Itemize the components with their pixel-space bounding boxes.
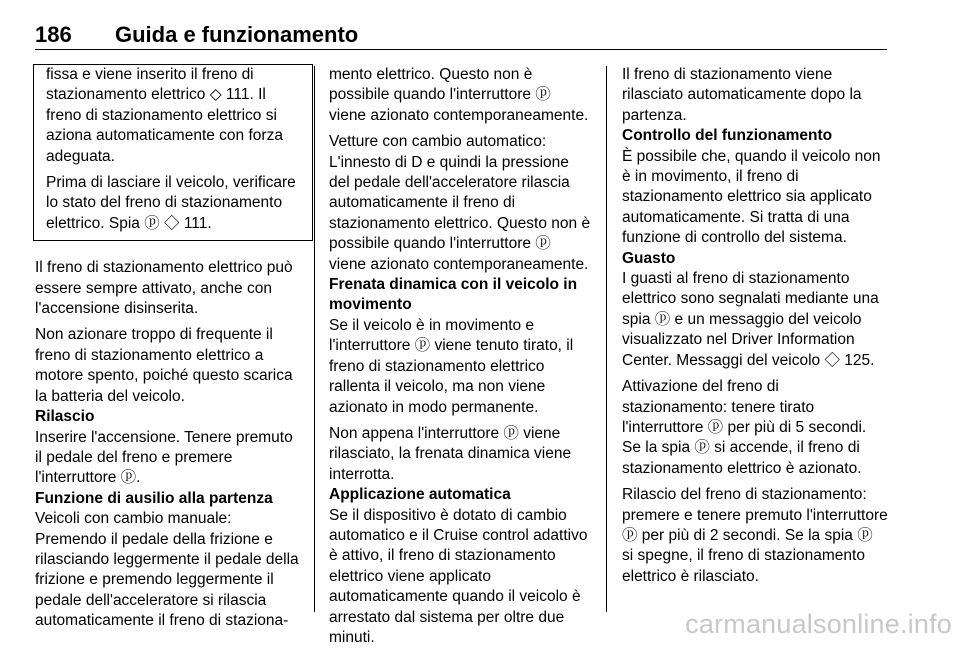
page-title: Guida e funzionamento — [115, 22, 359, 47]
paragraph: Il freno di stazionamento elettrico può essere sempre attivato, anche con l'accensione disinserita. — [35, 259, 293, 318]
header-rule — [35, 49, 887, 50]
column-1 — [35, 65, 301, 632]
paragraph: È possibile che, quando il veicolo non è in movimento, il freno di stazionamento elettrico sia applicato automaticamente. Si tratta di una funzione di controllo del sistema. — [622, 147, 881, 247]
section-heading-guasto: Guasto — [622, 249, 676, 267]
paragraph: Non azionare troppo di frequente il freno di stazionamento elettrico a motore spento, poiché questo scarica la batteria del veicolo. — [35, 326, 293, 405]
section-heading-applicazione-automatica: Applicazione automatica — [329, 486, 511, 504]
paragraph: Veicoli con cambio manuale: Premendo il pedale della frizione e rilasciando leggermente il pedale della frizione e premendo leggermente il pedale dell'acceleratore si rilascia automaticamente il freno di staziona- — [35, 510, 299, 630]
paragraph: mento elettrico. Questo non è possibile quando l'interruttore ⓟ viene azionato contemporaneamente. — [329, 66, 589, 124]
column-2 — [329, 65, 591, 648]
page-header — [35, 0, 887, 50]
note-box — [33, 64, 313, 241]
paragraph: Rilascio del freno di stazionamento: premere e tenere premuto l'interruttore ⓟ per più di 2 secondi. Se la spia ⓟ si spegne, il freno di stazionamento elettrico è rilasciato. — [622, 486, 888, 585]
paragraph: Non appena l'interruttore ⓟ viene rilasciato, la frenata dinamica viene interrotta. — [329, 424, 572, 483]
paragraph: Inserire l'accensione. Tenere premuto il pedale del freno e premere l'interruttore ⓟ. — [35, 428, 293, 487]
note-paragraph-1: fissa e viene inserito il freno di stazionamento elettrico ◇ 111. Il freno di stazionamento elettrico si aziona automaticamente con forza adeguata. — [46, 66, 283, 165]
column-divider-1 — [314, 66, 315, 612]
section-heading-frenata-dinamica: Frenata dinamica con il veicolo in movimento — [329, 276, 578, 314]
paragraph: Vetture con cambio automatico: L'innesto di D e quindi la pressione del pedale dell'acceleratore rilascia automaticamente il freno di stazionamento elettrico. Questo non è possibile quando l'interruttore ⓟ viene azionato contemporaneamente. — [329, 133, 591, 273]
section-heading-ausilio-partenza: Funzione di ausilio alla partenza — [35, 489, 273, 507]
column-divider-2 — [606, 66, 607, 612]
paragraph: Se il dispositivo è dotato di cambio automatico e il Cruise control adattivo è attivo, il freno di stazionamento elettrico viene applicato automaticamente quando il veicolo è arrestato dal sistema per oltre due minuti. — [329, 506, 588, 646]
paragraph: Se il veicolo è in movimento e l'interruttore ⓟ viene tenuto tirato, il freno di stazionamento elettrico rallenta il veicolo, ma non viene azionato in modo permanente. — [329, 316, 574, 416]
watermark: carmanualsonline.info — [685, 609, 952, 639]
paragraph: I guasti al freno di stazionamento elettrico sono segnalati mediante una spia ⓟ e un messaggio del veicolo visualizzato nel Driver Information Center. Messaggi del veicolo ◇ 125. — [622, 270, 879, 369]
note-paragraph-2: Prima di lasciare il veicolo, verificare lo stato del freno di stazionamento elettrico. Spia ⓟ ◇ 111. — [46, 174, 296, 232]
column-3 — [622, 65, 888, 587]
section-heading-rilascio: Rilascio — [35, 408, 95, 426]
paragraph: Attivazione del freno di stazionamento: tenere tirato l'interruttore ⓟ per più di 5 secondi. Se la spia ⓟ si accende, il freno di stazionamento elettrico è azionato. — [622, 378, 867, 477]
page-number: 186 — [35, 22, 72, 47]
paragraph: Il freno di stazionamento viene rilasciato automaticamente dopo la partenza. — [622, 66, 862, 124]
section-heading-controllo: Controllo del funzionamento — [622, 127, 833, 145]
